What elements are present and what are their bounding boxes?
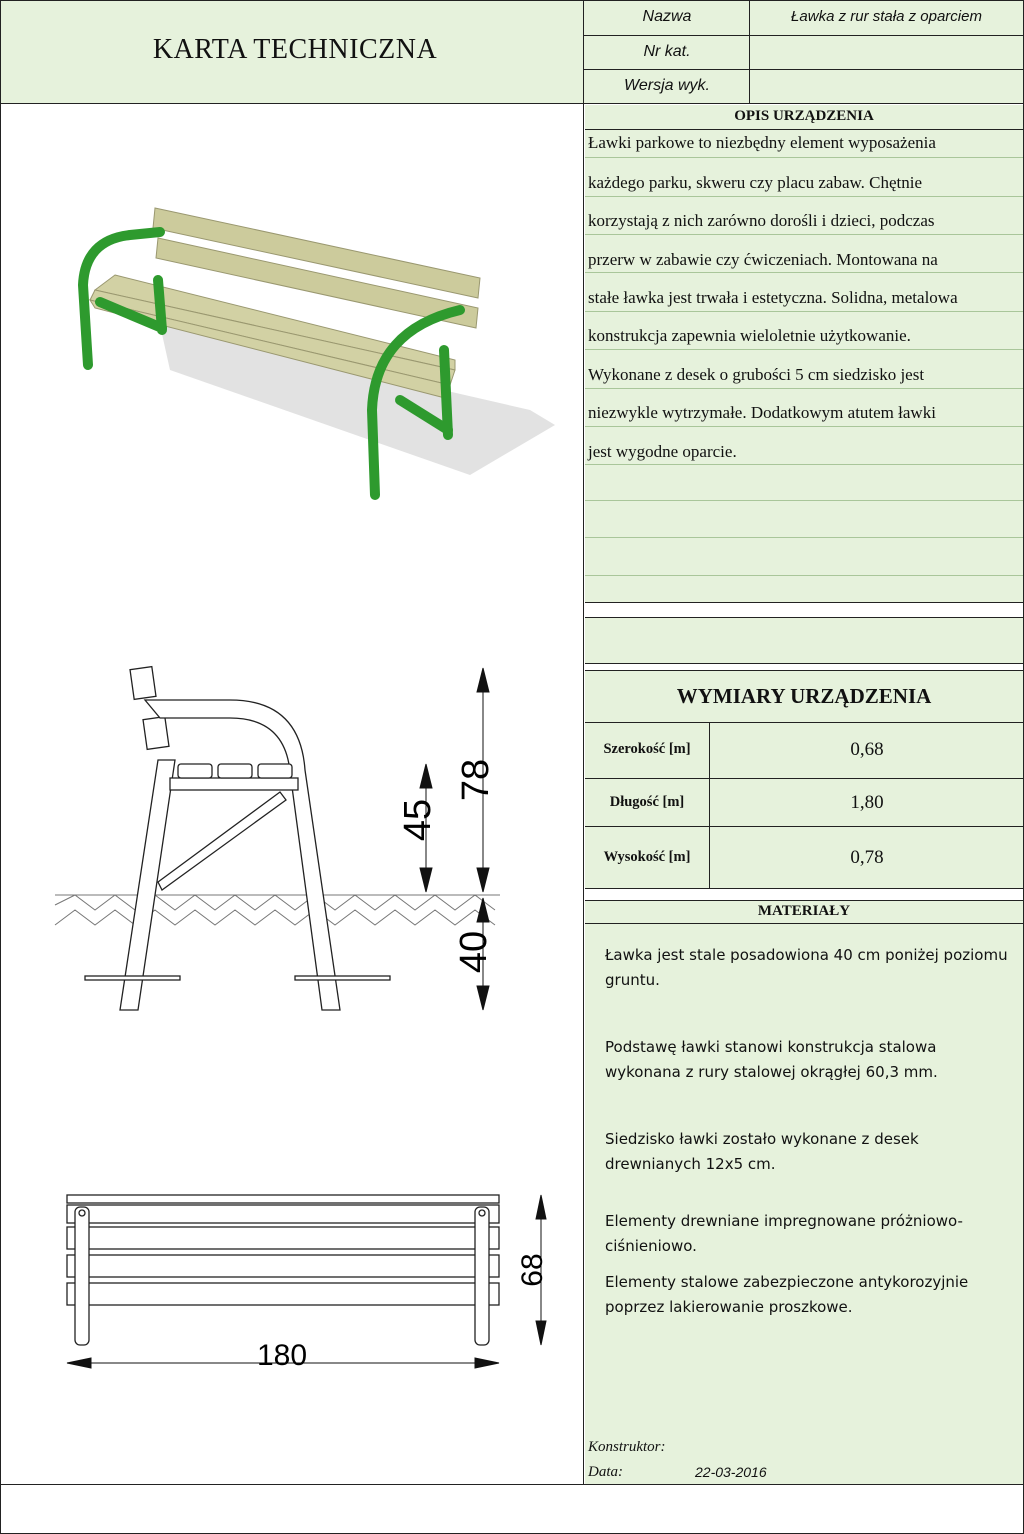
materials-paragraph: Siedzisko ławki zostało wykonane z desek drewnianych 12x5 cm. xyxy=(605,1130,919,1173)
bench-front-profile xyxy=(67,1195,499,1345)
description-line: niezwykle wytrzymałe. Dodatkowym atutem ławki xyxy=(588,403,936,422)
spacer-band xyxy=(585,617,1023,664)
dimension-78: 78 xyxy=(455,758,497,802)
field-value-nazwa: Ławka z rur stała z oparciem xyxy=(791,8,982,25)
ground-hatching xyxy=(55,895,500,925)
header-value-cell xyxy=(750,70,1023,104)
field-label-wersja: Wersja wyk. xyxy=(624,77,710,94)
date-value: 22-03-2016 xyxy=(695,1464,767,1480)
materials-heading: MATERIAŁY xyxy=(757,903,851,919)
dimension-label-width: Szerokość [m] xyxy=(603,741,691,757)
footer-strip xyxy=(1,1484,1023,1485)
dimension-label-length: Długość [m] xyxy=(609,794,685,810)
description-line: każdego parku, skweru czy placu zabaw. Chętnie xyxy=(588,173,923,192)
dimension-180: 180 xyxy=(256,1339,308,1372)
description-line: przerw w zabawie czy ćwiczeniach. Montowana na xyxy=(588,250,938,269)
dimension-value-height: 0,78 xyxy=(850,847,884,868)
field-label-nr-kat: Nr kat. xyxy=(643,43,691,60)
side-view-drawing xyxy=(50,660,580,1020)
description-line: jest wygodne oparcie. xyxy=(588,442,737,461)
dimension-68: 68 xyxy=(516,1253,549,1287)
materials-paragraph: Ławka jest stale posadowiona 40 cm poniżej poziomu gruntu. xyxy=(605,946,1008,989)
header-value-cell xyxy=(750,36,1023,70)
description-line: Ławki parkowe to niezbędny element wyposażenia xyxy=(588,133,936,152)
front-view-drawing xyxy=(55,1185,565,1385)
description-heading: OPIS URZĄDZENIA xyxy=(734,108,874,124)
date-label: Data: xyxy=(588,1464,623,1480)
column-divider xyxy=(583,104,584,1485)
description-line: stałe ławka jest trwała i estetyczna. Solidna, metalowa xyxy=(588,288,958,307)
materials-paragraph: Elementy stalowe zabezpieczone antykorozyjnie poprzez lakierowanie proszkowe. xyxy=(605,1273,969,1316)
field-label-nazwa: Nazwa xyxy=(642,8,692,25)
constructor-label: Konstruktor: xyxy=(588,1439,666,1455)
dimension-label-height: Wysokość [m] xyxy=(603,849,691,865)
bench-side-profile xyxy=(85,667,390,1010)
dimensions-heading: WYMIARY URZĄDZENIA xyxy=(676,684,932,708)
description-line: Wykonane z desek o grubości 5 cm siedzisko jest xyxy=(588,365,925,384)
bench-illustration xyxy=(50,190,570,520)
dimension-45: 45 xyxy=(397,798,439,842)
page-title: KARTA TECHNICZNA xyxy=(152,34,438,65)
description-line: korzystają z nich zarówno dorośli i dzieci, podczas xyxy=(588,211,935,230)
description-line: konstrukcja zapewnia wieloletnie użytkowanie. xyxy=(588,326,911,345)
dimension-value-width: 0,68 xyxy=(850,739,884,760)
dimension-40: 40 xyxy=(453,930,495,974)
dimension-value-length: 1,80 xyxy=(850,792,884,813)
materials-paragraph: Elementy drewniane impregnowane próżniowo-ciśnieniowo. xyxy=(605,1212,963,1255)
materials-paragraph: Podstawę ławki stanowi konstrukcja stalowa wykonana z rury stalowej okrągłej 60,3 mm. xyxy=(605,1038,938,1081)
